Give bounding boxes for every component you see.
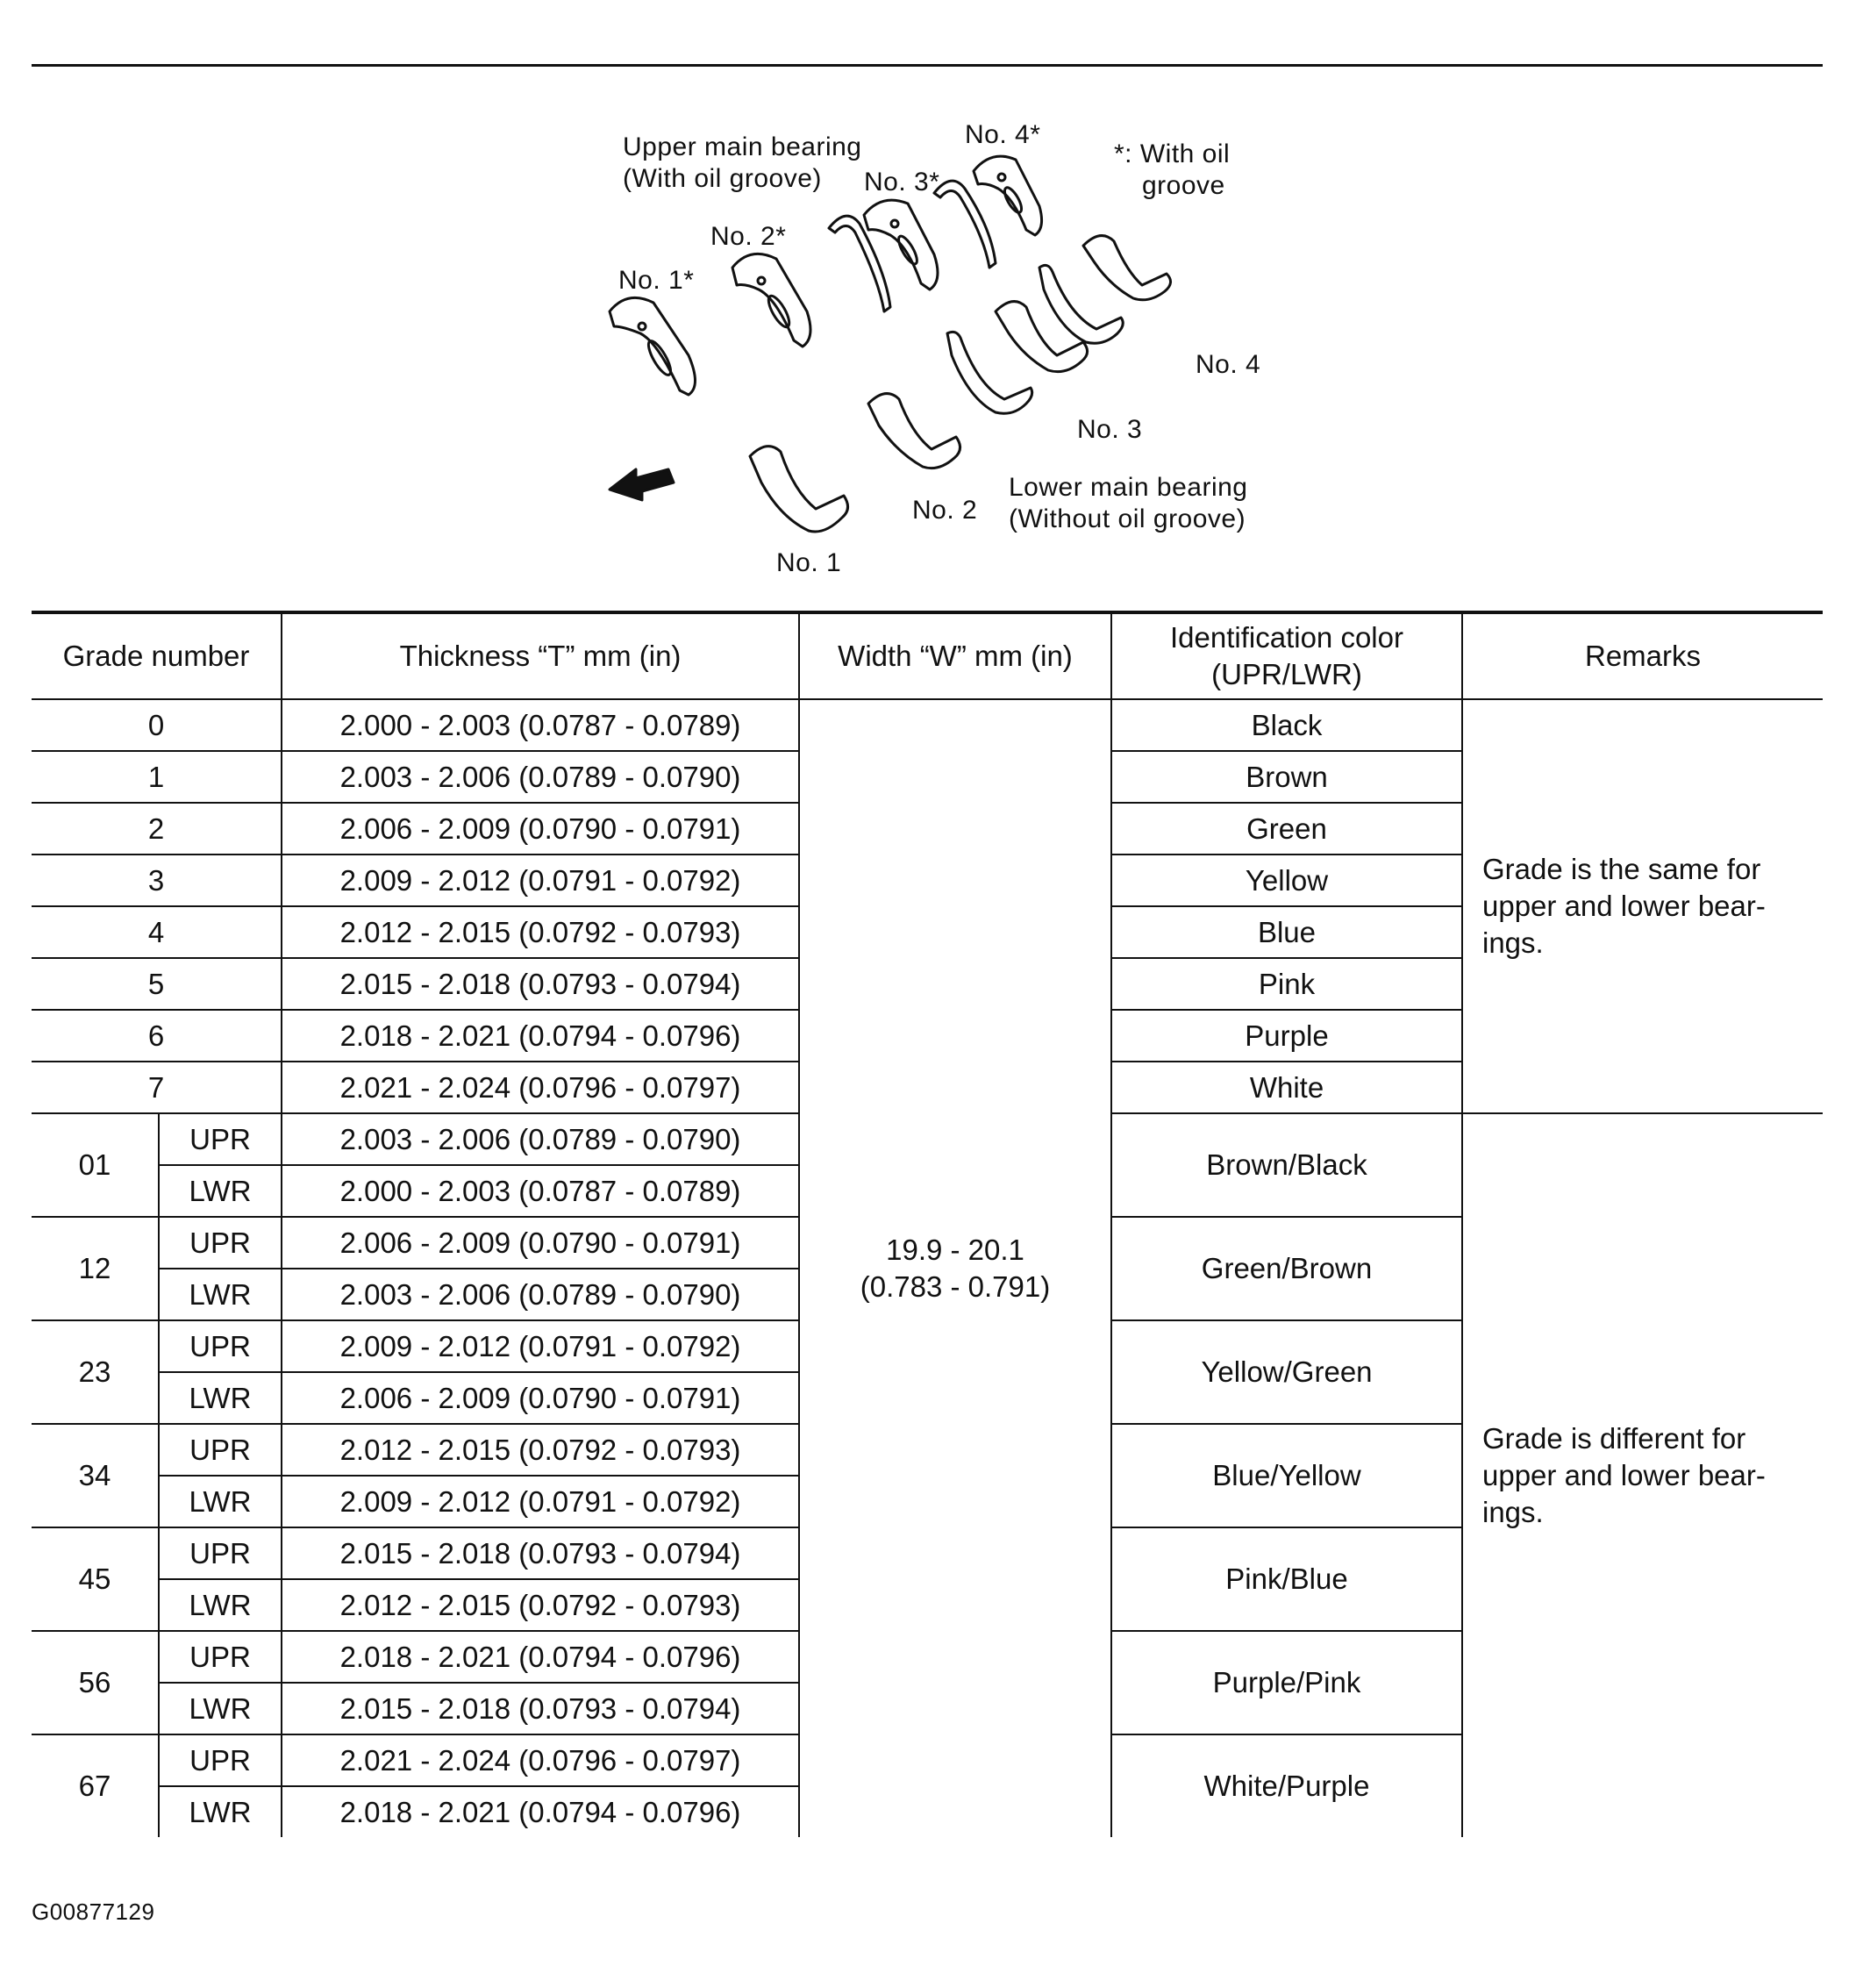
upr-label-cell: UPR <box>159 1424 282 1476</box>
oil-groove-note-1: *: With oil <box>1114 139 1231 168</box>
thickness-cell: 2.015 - 2.018 (0.0793 - 0.0794) <box>282 958 799 1010</box>
lower-no4-label: No. 4 <box>1196 350 1261 379</box>
color-cell: Brown <box>1111 751 1462 803</box>
remarks-same-cell: Grade is the same for upper and lower bear-ings. <box>1462 699 1823 1113</box>
upr-thickness-cell: 2.018 - 2.021 (0.0794 - 0.0796) <box>282 1631 799 1683</box>
top-rule <box>32 64 1823 67</box>
upr-label-cell: UPR <box>159 1217 282 1269</box>
thickness-cell: 2.018 - 2.021 (0.0794 - 0.0796) <box>282 1010 799 1062</box>
upper-no2-label: No. 2* <box>710 222 787 251</box>
upper-no4-label: No. 4* <box>965 120 1041 149</box>
thickness-cell: 2.021 - 2.024 (0.0796 - 0.0797) <box>282 1062 799 1113</box>
lwr-label-cell: LWR <box>159 1269 282 1320</box>
upr-thickness-cell: 2.009 - 2.012 (0.0791 - 0.0792) <box>282 1320 799 1372</box>
upr-thickness-cell: 2.015 - 2.018 (0.0793 - 0.0794) <box>282 1527 799 1579</box>
figure-id: G00877129 <box>32 1899 155 1925</box>
upper-no1-label: No. 1* <box>618 266 695 295</box>
thickness-cell: 2.003 - 2.006 (0.0789 - 0.0790) <box>282 751 799 803</box>
header-grade: Grade number <box>32 612 282 699</box>
thickness-cell: 2.009 - 2.012 (0.0791 - 0.0792) <box>282 855 799 906</box>
header-thickness: Thickness “T” mm (in) <box>282 612 799 699</box>
header-color-line2: (UPR/LWR) <box>1211 658 1362 690</box>
color-cell: Yellow <box>1111 855 1462 906</box>
upper-no3-label: No. 3* <box>864 168 940 197</box>
upper-bearing-no2 <box>732 254 810 347</box>
width-value-mm: 19.9 - 20.1 <box>886 1234 1024 1266</box>
lower-no1-label: No. 1 <box>776 548 842 577</box>
upr-thickness-cell: 2.006 - 2.009 (0.0790 - 0.0791) <box>282 1217 799 1269</box>
lwr-thickness-cell: 2.000 - 2.003 (0.0787 - 0.0789) <box>282 1165 799 1217</box>
lwr-label-cell: LWR <box>159 1165 282 1217</box>
lwr-thickness-cell: 2.018 - 2.021 (0.0794 - 0.0796) <box>282 1786 799 1837</box>
lwr-label-cell: LWR <box>159 1683 282 1734</box>
grade-cell: 5 <box>32 958 282 1010</box>
upper-bearing-label-2: (With oil groove) <box>623 164 822 193</box>
color-cell: White/Purple <box>1111 1734 1462 1837</box>
color-cell: White <box>1111 1062 1462 1113</box>
upr-label-cell: UPR <box>159 1631 282 1683</box>
thickness-cell: 2.012 - 2.015 (0.0792 - 0.0793) <box>282 906 799 958</box>
grade-cell: 45 <box>32 1527 159 1631</box>
upr-label-cell: UPR <box>159 1734 282 1786</box>
grade-cell: 23 <box>32 1320 159 1424</box>
lwr-thickness-cell: 2.015 - 2.018 (0.0793 - 0.0794) <box>282 1683 799 1734</box>
grade-cell: 12 <box>32 1217 159 1320</box>
color-cell: Purple/Pink <box>1111 1631 1462 1734</box>
bearing-grade-table <box>32 611 1823 1837</box>
color-cell: Yellow/Green <box>1111 1320 1462 1424</box>
lower-bearing-no1 <box>750 447 848 532</box>
width-cell <box>799 699 1111 1837</box>
lwr-label-cell: LWR <box>159 1786 282 1837</box>
lower-bearing-label-2: (Without oil groove) <box>1009 504 1246 533</box>
lower-bearing-shell-d <box>1039 265 1123 343</box>
lwr-thickness-cell: 2.006 - 2.009 (0.0790 - 0.0791) <box>282 1372 799 1424</box>
grade-cell: 1 <box>32 751 282 803</box>
upper-bearing-shell-b <box>934 181 996 268</box>
lower-no3-label: No. 3 <box>1077 415 1143 444</box>
lwr-thickness-cell: 2.003 - 2.006 (0.0789 - 0.0790) <box>282 1269 799 1320</box>
thickness-cell: 2.000 - 2.003 (0.0787 - 0.0789) <box>282 699 799 751</box>
grade-cell: 67 <box>32 1734 159 1837</box>
grade-cell: 6 <box>32 1010 282 1062</box>
remarks-diff-cell: Grade is different for upper and lower bear-ings. <box>1462 1113 1823 1837</box>
header-color-line1: Identification color <box>1170 621 1403 654</box>
color-cell: Green/Brown <box>1111 1217 1462 1320</box>
color-cell: Purple <box>1111 1010 1462 1062</box>
lower-bearing-no4 <box>1083 236 1171 300</box>
grade-cell: 3 <box>32 855 282 906</box>
color-cell: Brown/Black <box>1111 1113 1462 1217</box>
lwr-thickness-cell: 2.009 - 2.012 (0.0791 - 0.0792) <box>282 1476 799 1527</box>
upr-label-cell: UPR <box>159 1113 282 1165</box>
table-row <box>32 699 1823 751</box>
color-cell: Blue/Yellow <box>1111 1424 1462 1527</box>
grade-cell: 2 <box>32 803 282 855</box>
width-value-in: (0.783 - 0.791) <box>860 1270 1051 1303</box>
bearing-illustration <box>605 120 1272 597</box>
oil-groove-note-2: groove <box>1142 171 1225 200</box>
lower-bearing-no2 <box>868 394 960 468</box>
grade-cell: 01 <box>32 1113 159 1217</box>
upr-label-cell: UPR <box>159 1320 282 1372</box>
lwr-label-cell: LWR <box>159 1372 282 1424</box>
upper-bearing-label-1: Upper main bearing <box>623 132 862 161</box>
grade-cell: 56 <box>32 1631 159 1734</box>
lower-bearing-no3 <box>996 302 1088 372</box>
grade-cell: 34 <box>32 1424 159 1527</box>
lower-bearing-label-1: Lower main bearing <box>1009 473 1248 502</box>
grade-cell: 0 <box>32 699 282 751</box>
header-color <box>1111 612 1462 699</box>
lower-no2-label: No. 2 <box>912 496 978 525</box>
header-remarks: Remarks <box>1462 612 1823 699</box>
upr-label-cell: UPR <box>159 1527 282 1579</box>
thickness-cell: 2.006 - 2.009 (0.0790 - 0.0791) <box>282 803 799 855</box>
upper-bearing-no1 <box>610 297 696 395</box>
color-cell: Pink <box>1111 958 1462 1010</box>
grade-cell: 4 <box>32 906 282 958</box>
lwr-label-cell: LWR <box>159 1579 282 1631</box>
color-cell: Pink/Blue <box>1111 1527 1462 1631</box>
color-cell: Blue <box>1111 906 1462 958</box>
color-cell: Green <box>1111 803 1462 855</box>
front-arrow-icon <box>610 469 674 500</box>
upr-thickness-cell: 2.003 - 2.006 (0.0789 - 0.0790) <box>282 1113 799 1165</box>
header-width: Width “W” mm (in) <box>799 612 1111 699</box>
upr-thickness-cell: 2.012 - 2.015 (0.0792 - 0.0793) <box>282 1424 799 1476</box>
lwr-thickness-cell: 2.012 - 2.015 (0.0792 - 0.0793) <box>282 1579 799 1631</box>
upr-thickness-cell: 2.021 - 2.024 (0.0796 - 0.0797) <box>282 1734 799 1786</box>
color-cell: Black <box>1111 699 1462 751</box>
lwr-label-cell: LWR <box>159 1476 282 1527</box>
grade-cell: 7 <box>32 1062 282 1113</box>
lower-bearing-shell-c <box>947 332 1032 413</box>
